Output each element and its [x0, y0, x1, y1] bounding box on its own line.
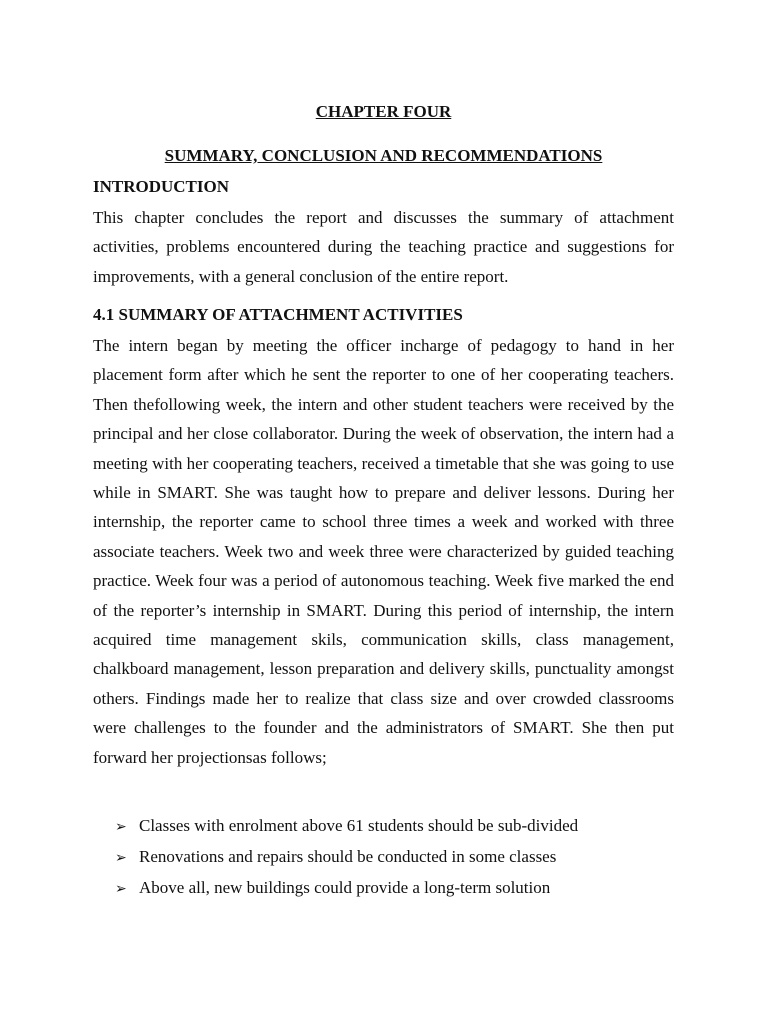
arrowhead-bullet-icon: ➢	[115, 850, 127, 866]
chapter-subtitle: SUMMARY, CONCLUSION AND RECOMMENDATIONS	[164, 146, 603, 165]
list-item	[115, 842, 675, 873]
chapter-title: CHAPTER FOUR	[315, 102, 452, 121]
projections-list	[115, 811, 675, 904]
introduction-heading: INTRODUCTION	[93, 177, 230, 196]
introduction-paragraph: This chapter concludes the report and discusses the summary of attachment activities, problems encountered during the teaching practice and suggestions for improvements, with a general conclusion of the entire report.	[93, 208, 674, 286]
arrowhead-bullet-icon: ➢	[115, 881, 127, 897]
list-item-text: Renovations and repairs should be conducted in some classes	[139, 847, 557, 866]
list-item-text: Above all, new buildings could provide a long-term solution	[139, 878, 551, 897]
section-4-1-heading: 4.1 SUMMARY OF ATTACHMENT ACTIVITIES	[93, 305, 463, 324]
list-item-text: Classes with enrolment above 61 students should be sub-divided	[139, 816, 579, 835]
section-4-1-paragraph: The intern began by meeting the officer incharge of pedagogy to hand in her placement form after which he sent the reporter to one of her cooperating teachers. Then thefollowing week, the intern and other student teachers were received by the principal and her close collaborator. During the week of observation, the intern had a meeting with her cooperating teachers, received a timetable that she was going to use while in SMART. She was taught how to prepare and deliver lessons. During her internship, the reporter came to school three times a week and worked with three associate teachers. Week two and week three were characterized by guided teaching practice. Week four was a period of autonomous teaching. Week five marked the end of the reporter’s internship in SMART. During this period of internship, the intern acquired time management skils, communication skills, class management, chalkboard management, lesson preparation and delivery skills, punctuality amongst others. Findings made her to realize that class size and over crowded classrooms were challenges to the founder and the administrators of SMART. She then put forward her projectionsas follows;	[93, 336, 674, 767]
list-item	[115, 873, 675, 904]
arrowhead-bullet-icon: ➢	[115, 819, 127, 835]
list-item	[115, 811, 675, 842]
